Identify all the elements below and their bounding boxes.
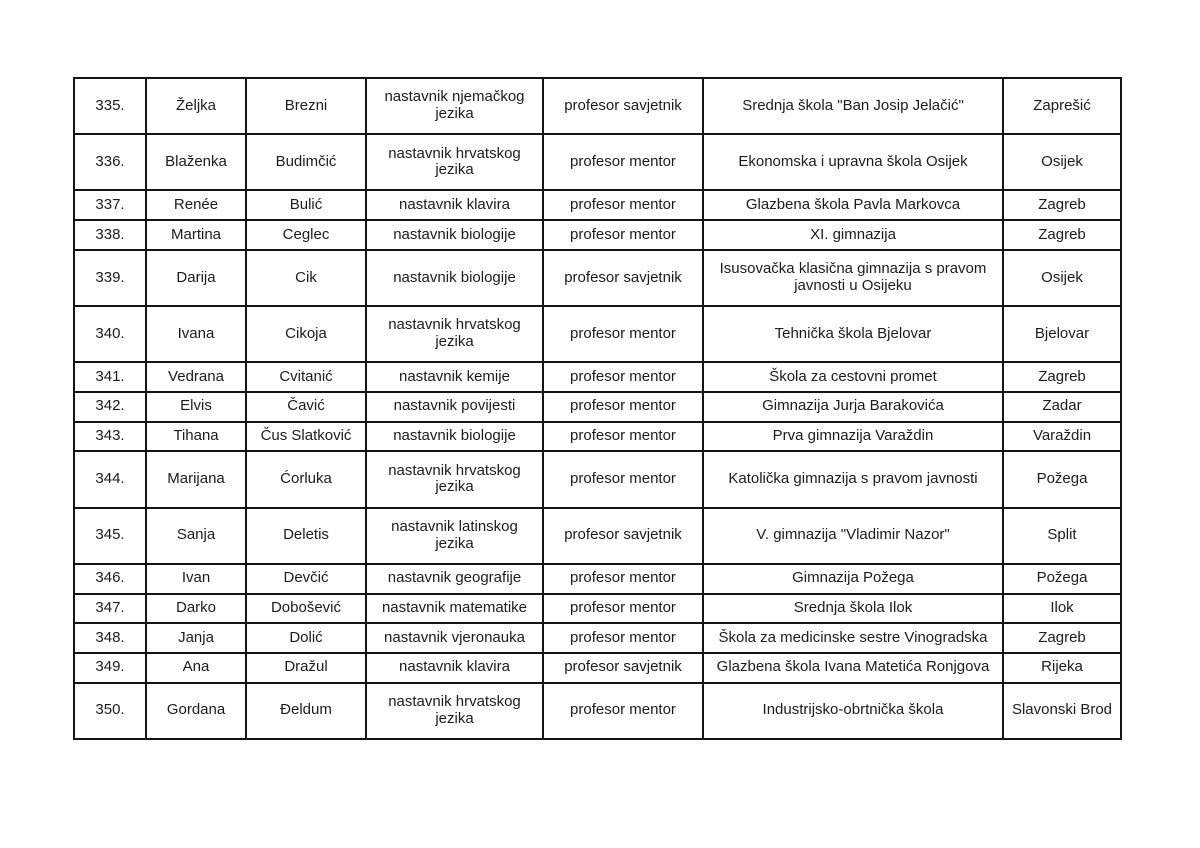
cell-position: nastavnik vjeronauka [366,623,543,653]
cell-first-name: Ana [146,653,246,683]
cell-position: nastavnik geografije [366,564,543,594]
table-row [74,451,1121,507]
cell-school: Ekonomska i upravna škola Osijek [703,134,1003,190]
cell-position: nastavnik kemije [366,362,543,392]
cell-city: Rijeka [1003,653,1121,683]
cell-professional-title: profesor savjetnik [543,250,703,306]
cell-first-name: Ivan [146,564,246,594]
cell-school: XI. gimnazija [703,220,1003,250]
cell-school: Srednja škola "Ban Josip Jelačić" [703,78,1003,134]
cell-first-name: Željka [146,78,246,134]
cell-first-name: Gordana [146,683,246,739]
teacher-table-body [74,78,1121,739]
cell-number: 350. [74,683,146,739]
table-row [74,422,1121,452]
cell-school: V. gimnazija "Vladimir Nazor" [703,508,1003,564]
cell-first-name: Blaženka [146,134,246,190]
cell-position: nastavnik hrvatskog jezika [366,306,543,362]
cell-position: nastavnik hrvatskog jezika [366,134,543,190]
cell-last-name: Čus Slatković [246,422,366,452]
cell-professional-title: profesor mentor [543,683,703,739]
cell-first-name: Janja [146,623,246,653]
cell-number: 338. [74,220,146,250]
cell-last-name: Cikoja [246,306,366,362]
cell-city: Zagreb [1003,623,1121,653]
table-row [74,683,1121,739]
cell-number: 348. [74,623,146,653]
cell-last-name: Brezni [246,78,366,134]
cell-position: nastavnik klavira [366,190,543,220]
table-row [74,134,1121,190]
teacher-table [73,77,1122,740]
cell-number: 337. [74,190,146,220]
cell-professional-title: profesor savjetnik [543,508,703,564]
table-row [74,623,1121,653]
cell-professional-title: profesor mentor [543,623,703,653]
cell-professional-title: profesor mentor [543,220,703,250]
cell-professional-title: profesor mentor [543,422,703,452]
table-row [74,653,1121,683]
cell-school: Tehnička škola Bjelovar [703,306,1003,362]
cell-school: Škola za cestovni promet [703,362,1003,392]
cell-first-name: Renée [146,190,246,220]
cell-last-name: Cik [246,250,366,306]
cell-city: Split [1003,508,1121,564]
cell-professional-title: profesor savjetnik [543,78,703,134]
cell-number: 347. [74,594,146,624]
cell-last-name: Deletis [246,508,366,564]
table-row [74,594,1121,624]
cell-professional-title: profesor mentor [543,594,703,624]
cell-professional-title: profesor mentor [543,392,703,422]
cell-professional-title: profesor mentor [543,306,703,362]
cell-last-name: Dolić [246,623,366,653]
table-row [74,78,1121,134]
table-row [74,250,1121,306]
table-row [74,362,1121,392]
cell-first-name: Ivana [146,306,246,362]
cell-last-name: Dražul [246,653,366,683]
cell-last-name: Đeldum [246,683,366,739]
cell-first-name: Vedrana [146,362,246,392]
cell-city: Osijek [1003,250,1121,306]
cell-last-name: Čavić [246,392,366,422]
cell-city: Slavonski Brod [1003,683,1121,739]
cell-school: Katolička gimnazija s pravom javnosti [703,451,1003,507]
cell-number: 340. [74,306,146,362]
cell-number: 343. [74,422,146,452]
cell-last-name: Dobošević [246,594,366,624]
cell-position: nastavnik latinskog jezika [366,508,543,564]
cell-number: 346. [74,564,146,594]
table-row [74,306,1121,362]
cell-city: Požega [1003,451,1121,507]
cell-professional-title: profesor mentor [543,190,703,220]
cell-school: Srednja škola Ilok [703,594,1003,624]
cell-position: nastavnik hrvatskog jezika [366,683,543,739]
cell-position: nastavnik povijesti [366,392,543,422]
cell-number: 336. [74,134,146,190]
table-row [74,220,1121,250]
cell-position: nastavnik biologije [366,422,543,452]
cell-school: Glazbena škola Ivana Matetića Ronjgova [703,653,1003,683]
cell-school: Industrijsko-obrtnička škola [703,683,1003,739]
cell-number: 335. [74,78,146,134]
cell-city: Varaždin [1003,422,1121,452]
cell-first-name: Tihana [146,422,246,452]
cell-position: nastavnik hrvatskog jezika [366,451,543,507]
cell-school: Škola za medicinske sestre Vinogradska [703,623,1003,653]
cell-city: Zaprešić [1003,78,1121,134]
cell-city: Zagreb [1003,362,1121,392]
cell-last-name: Ceglec [246,220,366,250]
cell-number: 345. [74,508,146,564]
cell-position: nastavnik njemačkog jezika [366,78,543,134]
cell-school: Gimnazija Požega [703,564,1003,594]
cell-school: Prva gimnazija Varaždin [703,422,1003,452]
cell-number: 341. [74,362,146,392]
cell-first-name: Sanja [146,508,246,564]
cell-professional-title: profesor mentor [543,564,703,594]
table-row [74,392,1121,422]
cell-position: nastavnik matematike [366,594,543,624]
cell-last-name: Cvitanić [246,362,366,392]
cell-number: 339. [74,250,146,306]
cell-last-name: Devčić [246,564,366,594]
cell-city: Ilok [1003,594,1121,624]
cell-school: Isusovačka klasična gimnazija s pravom javnosti u Osijeku [703,250,1003,306]
cell-number: 349. [74,653,146,683]
cell-professional-title: profesor savjetnik [543,653,703,683]
cell-city: Osijek [1003,134,1121,190]
cell-number: 342. [74,392,146,422]
cell-school: Gimnazija Jurja Barakovića [703,392,1003,422]
cell-city: Zadar [1003,392,1121,422]
cell-first-name: Darija [146,250,246,306]
cell-professional-title: profesor mentor [543,362,703,392]
cell-first-name: Marijana [146,451,246,507]
cell-first-name: Elvis [146,392,246,422]
table-row [74,508,1121,564]
cell-position: nastavnik klavira [366,653,543,683]
cell-first-name: Darko [146,594,246,624]
cell-last-name: Bulić [246,190,366,220]
table-row [74,190,1121,220]
cell-last-name: Budimčić [246,134,366,190]
cell-last-name: Ćorluka [246,451,366,507]
cell-city: Požega [1003,564,1121,594]
cell-city: Bjelovar [1003,306,1121,362]
cell-number: 344. [74,451,146,507]
table-row [74,564,1121,594]
cell-city: Zagreb [1003,220,1121,250]
cell-school: Glazbena škola Pavla Markovca [703,190,1003,220]
cell-position: nastavnik biologije [366,250,543,306]
cell-position: nastavnik biologije [366,220,543,250]
cell-professional-title: profesor mentor [543,451,703,507]
cell-city: Zagreb [1003,190,1121,220]
cell-first-name: Martina [146,220,246,250]
cell-professional-title: profesor mentor [543,134,703,190]
